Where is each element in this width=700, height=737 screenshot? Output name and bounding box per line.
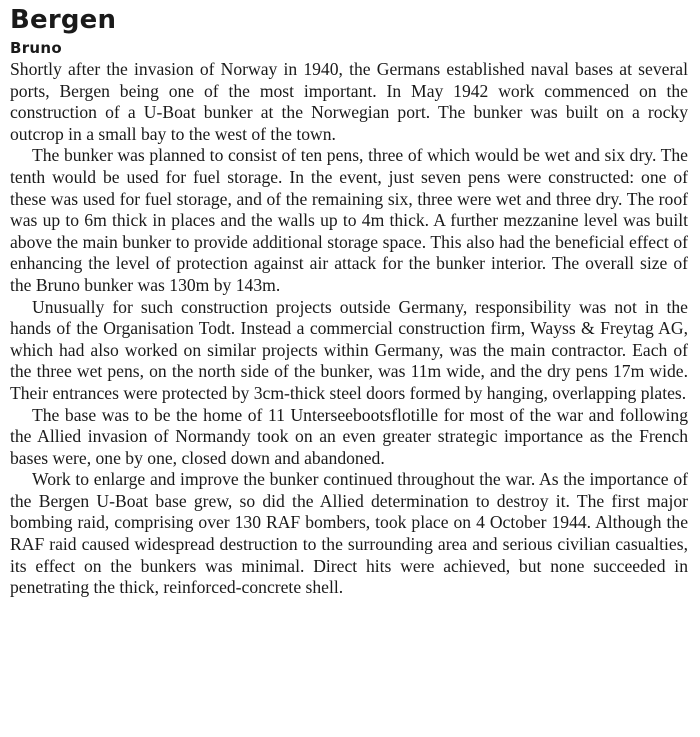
page-title: Bergen bbox=[10, 5, 117, 35]
paragraph-4: The base was to be the home of 11 Unterseebootsflotille for most of the war and following the Allied invasion of Normandy took on an even greater strategic importance as the French bases were, one by one, closed down and abandoned. bbox=[10, 404, 688, 468]
paragraph-5: Work to enlarge and improve the bunker continued throughout the war. As the importance of the Bergen U-Boat base grew, so did the Allied determination to destroy it. The first major bombing raid, comprising over 130 RAF bombers, took place on 4 October 1944. Although the RAF raid caused widespread destruction to the surrounding area and serious civilian casualties, its effect on the bunkers was minimal. Direct hits were achieved, but none succeeded in penetrating the thick, reinforced-concrete shell. bbox=[10, 469, 688, 598]
article-body bbox=[10, 59, 688, 599]
paragraph-1: Shortly after the invasion of Norway in 1940, the Germans established naval bases at several ports, Bergen being one of the most important. In May 1942 work commenced on the construction of a U-Boat bunker at the Norwegian port. The bunker was built on a rocky outcrop in a small bay to the west of the town. bbox=[10, 59, 688, 144]
paragraph-2: The bunker was planned to consist of ten pens, three of which would be wet and six dry. The tenth would be used for fuel storage. In the event, just seven pens were constructed: one of these was used for fuel storage, and of the remaining six, three were wet and three dry. The roof was up to 6m thick in places and the walls up to 4m thick. A further mezzanine level was built above the main bunker to provide additional storage space. This also had the beneficial effect of enhancing the level of protection against air attack for the bunker interior. The overall size of the Bruno bunker was 130m by 143m. bbox=[10, 145, 688, 295]
section-subtitle: Bruno bbox=[10, 39, 62, 57]
paragraph-3: Unusually for such construction projects outside Germany, responsibility was not in the hands of the Organisation Todt. Instead a commercial construction firm, Wayss & Freytag AG, which had also worked on similar projects within Germany, was the main contractor. Each of the three wet pens, on the north side of the bunker, was 11m wide, and the dry pens 17m wide. Their entrances were protected by 3cm-thick steel doors formed by hanging, overlapping plates. bbox=[10, 296, 688, 403]
